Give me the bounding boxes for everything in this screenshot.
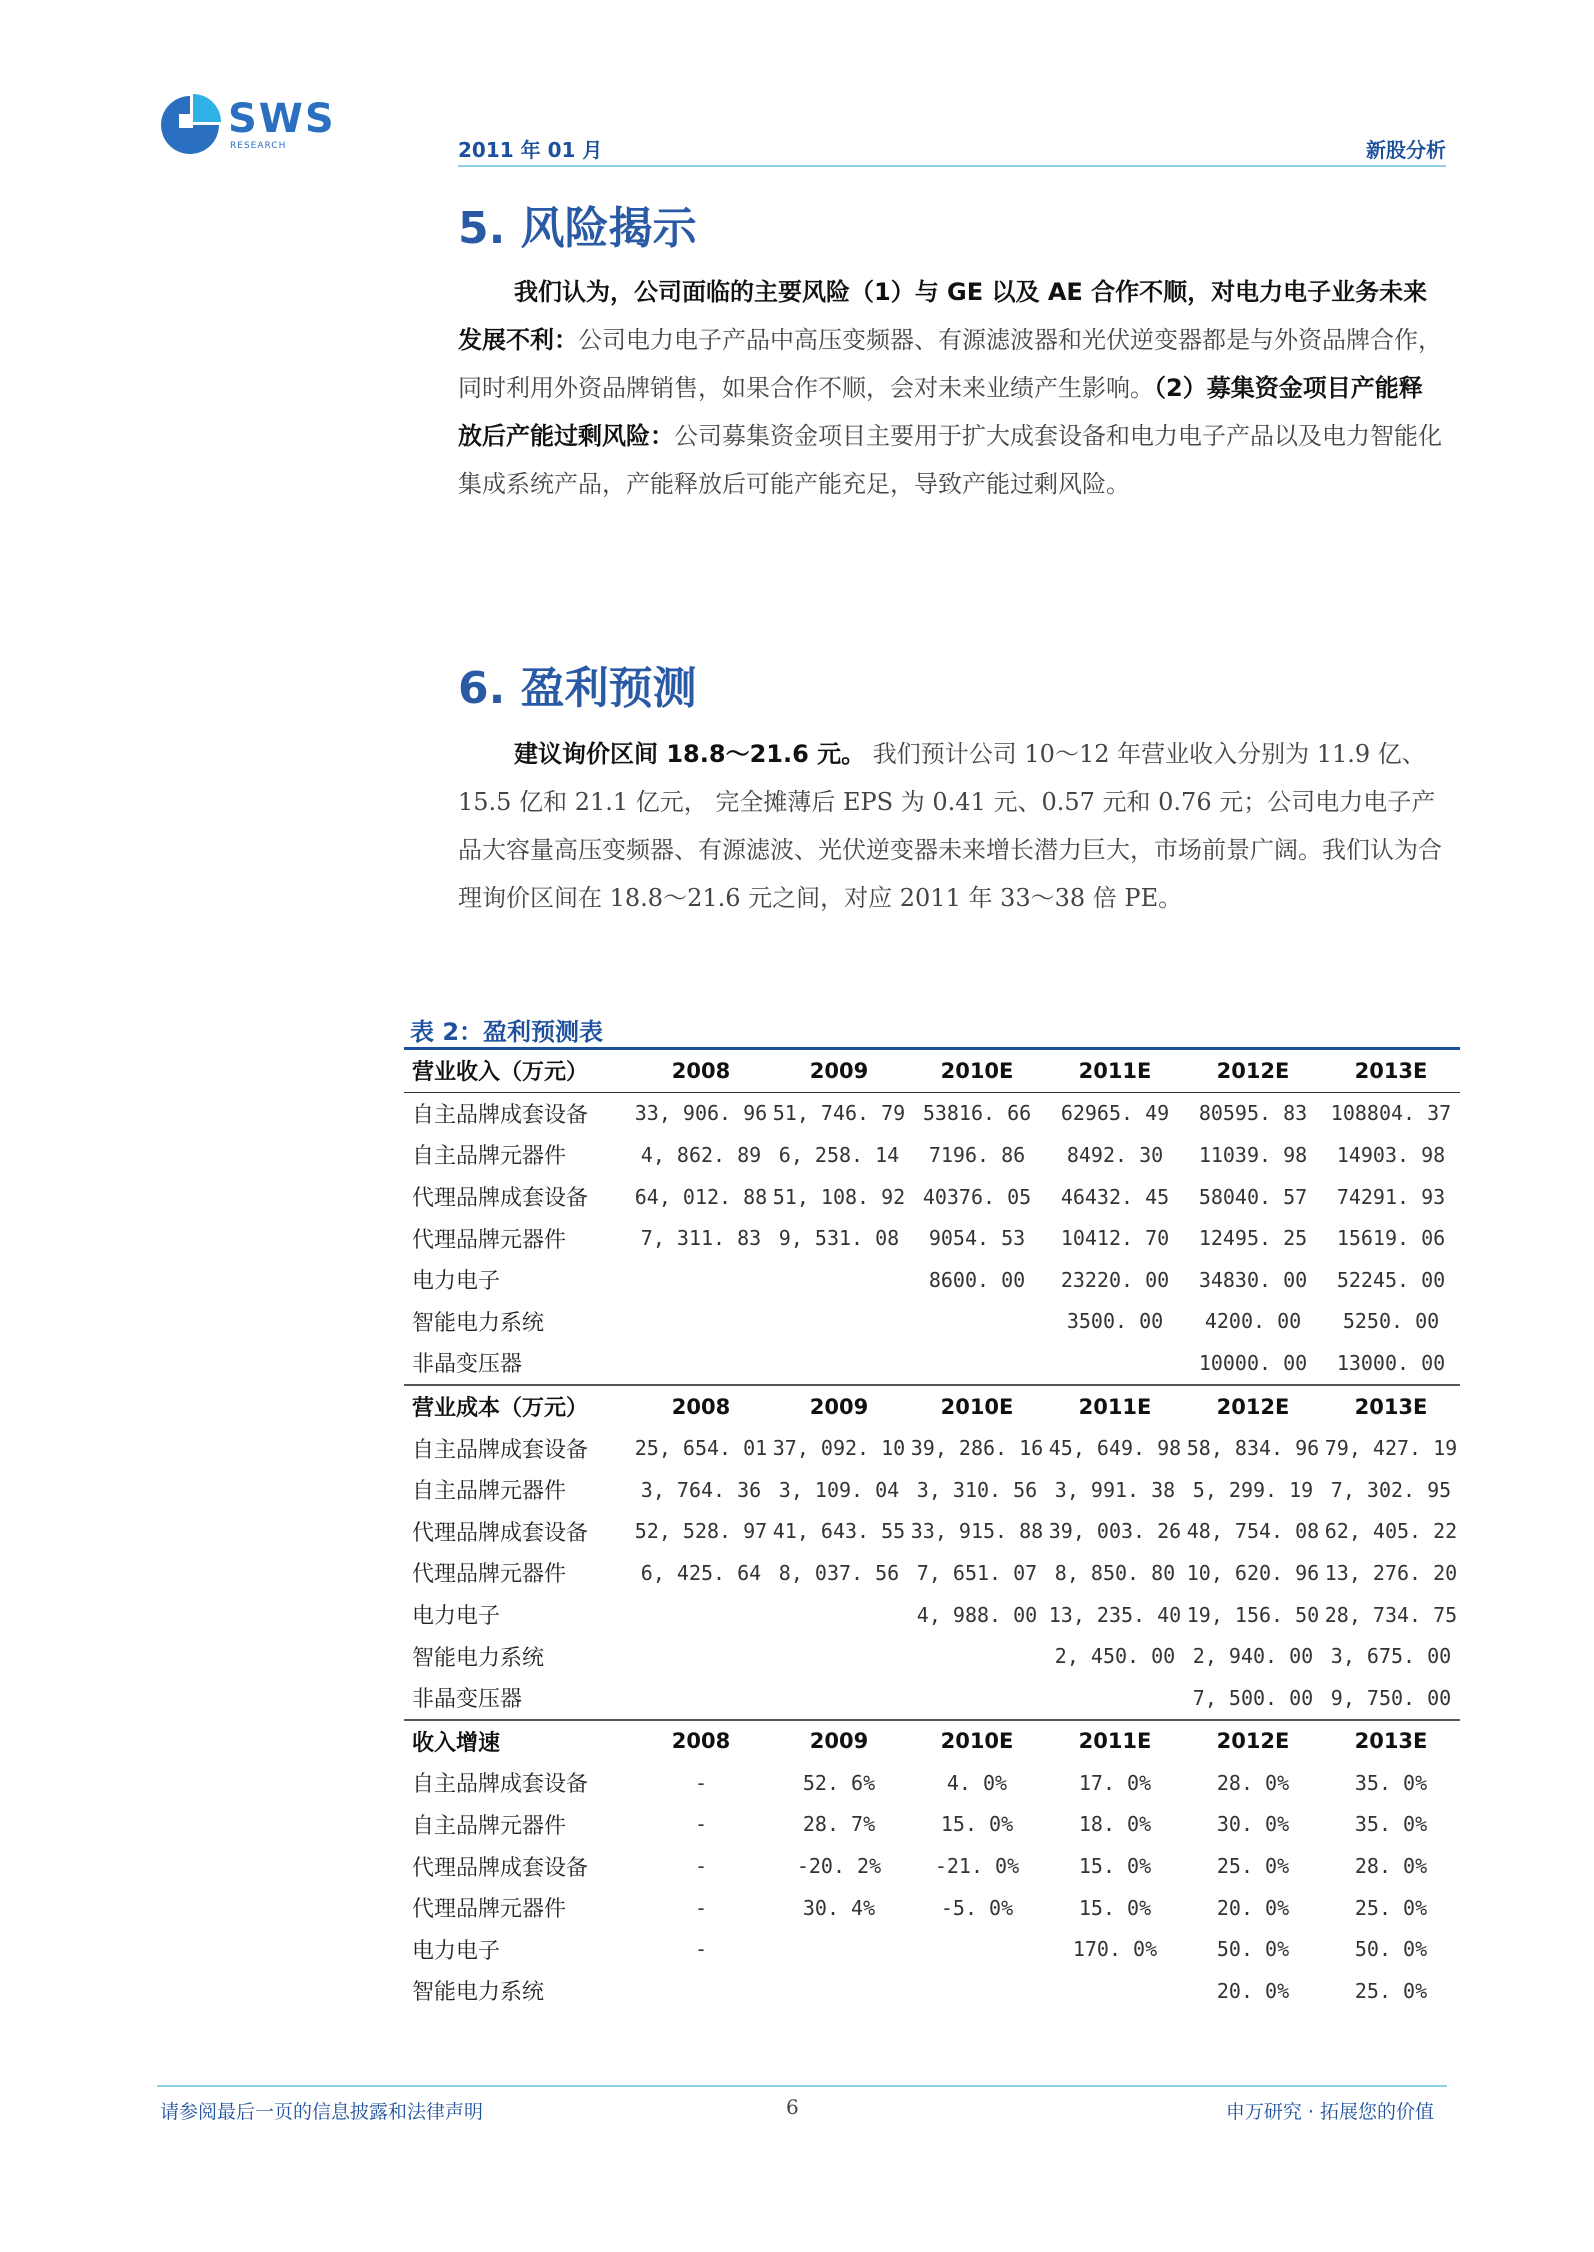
table-cell: -5. 0%	[940, 1895, 1014, 1920]
table-cell: 50. 0%	[1354, 1937, 1428, 1962]
section-header-label: 营业收入（万元）	[404, 1050, 632, 1092]
table-cell: 28. 0%	[1354, 1854, 1428, 1879]
table-cell: -20. 2%	[796, 1854, 882, 1879]
table-title: 表 2：盈利预测表	[410, 1018, 604, 1046]
table-cell: 5250. 00	[1342, 1309, 1440, 1334]
table-cell: -	[694, 1937, 708, 1962]
table-section-header	[404, 1050, 1460, 1092]
table-cell: 4200. 00	[1204, 1309, 1302, 1334]
table-cell: 3, 991. 38	[1054, 1477, 1176, 1502]
table-cell: 4. 0%	[946, 1770, 1008, 1795]
table-cell	[632, 1970, 770, 2012]
table-cell: 10000. 00	[1198, 1350, 1308, 1375]
row-label: 自主品牌成套设备	[412, 1102, 589, 1128]
table-cell: -	[694, 1812, 708, 1837]
table-row	[404, 1092, 1460, 1134]
table-cell: 8, 037. 56	[778, 1560, 900, 1585]
table-cell: 80595. 83	[1198, 1101, 1308, 1126]
table-cell: 4, 862. 89	[640, 1142, 762, 1167]
table-cell: 7, 302. 95	[1330, 1477, 1452, 1502]
table-cell: 46432. 45	[1060, 1184, 1170, 1209]
table-cell	[632, 1301, 770, 1343]
table-cell: 45, 649. 98	[1048, 1436, 1182, 1461]
table-row	[404, 1635, 1460, 1677]
table-cell: 51, 108. 92	[772, 1184, 906, 1209]
table-cell: 3, 109. 04	[778, 1477, 900, 1502]
year-header: 2008	[632, 1385, 770, 1428]
row-label: 非晶变压器	[412, 1352, 523, 1378]
table-cell: 79, 427. 19	[1324, 1436, 1458, 1461]
table-row	[404, 1427, 1460, 1469]
table-cell	[908, 1301, 1046, 1343]
forecast-table	[404, 1050, 1460, 2012]
table-cell	[770, 1677, 908, 1720]
table-cell: 62965. 49	[1060, 1101, 1170, 1126]
row-label: 代理品牌元器件	[412, 1897, 567, 1923]
table-cell: 35. 0%	[1354, 1770, 1428, 1795]
section5-text-2: 公司募集资金项目主要用于扩大成套设备和电力电子产品以及电力智能化集成系统产品，产能释放后可能产能充足，导致产能过剩风险。	[458, 422, 1442, 498]
year-header: 2008	[632, 1720, 770, 1763]
table-cell: 39, 003. 26	[1048, 1519, 1182, 1544]
table-cell: 12495. 25	[1198, 1226, 1308, 1251]
table-cell: 39, 286. 16	[910, 1436, 1044, 1461]
table-cell: 8600. 00	[928, 1267, 1026, 1292]
table-cell: 28. 0%	[1216, 1770, 1290, 1795]
table-cell	[1046, 1970, 1184, 2012]
year-header: 2012E	[1184, 1385, 1322, 1428]
row-label: 自主品牌成套设备	[412, 1772, 589, 1798]
table-cell: 15619. 06	[1336, 1226, 1446, 1251]
table-cell	[908, 1970, 1046, 2012]
table-cell	[908, 1928, 1046, 1970]
year-header: 2010E	[908, 1720, 1046, 1763]
row-label: 智能电力系统	[412, 1980, 545, 2006]
row-label: 代理品牌元器件	[412, 1562, 567, 1588]
table-cell	[770, 1635, 908, 1677]
table-cell	[770, 1301, 908, 1343]
table-cell: 51, 746. 79	[772, 1101, 906, 1126]
section5-bold-2: （2）募集资金项目产能释放后产能过剩风险：	[458, 374, 1423, 450]
table-cell: 52245. 00	[1336, 1267, 1446, 1292]
year-header: 2009	[770, 1385, 908, 1428]
table-cell: 7, 651. 07	[916, 1560, 1038, 1585]
sws-logo	[157, 92, 336, 156]
table-cell: 10412. 70	[1060, 1226, 1170, 1251]
sws-logo-icon	[157, 92, 223, 158]
row-label: 电力电子	[412, 1938, 501, 1964]
table-cell: 40376. 05	[922, 1184, 1032, 1209]
year-header: 2010E	[908, 1385, 1046, 1428]
table-cell	[770, 1928, 908, 1970]
row-label: 自主品牌元器件	[412, 1144, 567, 1170]
table-cell: 74291. 93	[1336, 1184, 1446, 1209]
table-cell: 9, 531. 08	[778, 1226, 900, 1251]
table-cell: 2, 940. 00	[1192, 1644, 1314, 1669]
table-cell	[908, 1342, 1046, 1385]
table-row	[404, 1301, 1460, 1343]
table-cell: 28, 734. 75	[1324, 1602, 1458, 1627]
section-header-label: 营业成本（万元）	[404, 1385, 632, 1428]
section-header-label: 收入增速	[404, 1720, 632, 1763]
logo-wordmark: SWS	[228, 96, 336, 142]
table-cell: 28. 7%	[802, 1812, 876, 1837]
table-cell: 5, 299. 19	[1192, 1477, 1314, 1502]
table-cell: 13, 276. 20	[1324, 1560, 1458, 1585]
table-cell	[632, 1594, 770, 1636]
table-cell	[1046, 1342, 1184, 1385]
table-row	[404, 1804, 1460, 1846]
table-row	[404, 1762, 1460, 1804]
table-row	[404, 1134, 1460, 1176]
row-label: 智能电力系统	[412, 1310, 545, 1336]
table-cell: 30. 4%	[802, 1895, 876, 1920]
table-cell	[632, 1342, 770, 1385]
table-row	[404, 1677, 1460, 1720]
table-cell: 19, 156. 50	[1186, 1602, 1320, 1627]
table-cell: 170. 0%	[1072, 1937, 1158, 1962]
table-cell: 7196. 86	[928, 1142, 1026, 1167]
table-cell: 50. 0%	[1216, 1937, 1290, 1962]
table-cell: 15. 0%	[940, 1812, 1014, 1837]
row-label: 代理品牌成套设备	[412, 1520, 589, 1546]
table-cell: 25, 654. 01	[634, 1436, 768, 1461]
table-cell: 3500. 00	[1066, 1309, 1164, 1334]
table-cell: 15. 0%	[1078, 1854, 1152, 1879]
header-report-type: 新股分析	[1366, 138, 1446, 162]
table-cell	[632, 1259, 770, 1301]
table-cell: 33, 906. 96	[634, 1101, 768, 1126]
row-label: 代理品牌成套设备	[412, 1186, 589, 1212]
table-cell: 52, 528. 97	[634, 1519, 768, 1544]
table-cell	[770, 1594, 908, 1636]
table-cell: 20. 0%	[1216, 1895, 1290, 1920]
table-cell: 11039. 98	[1198, 1142, 1308, 1167]
table-cell: -	[694, 1770, 708, 1795]
header-date: 2011 年 01 月	[458, 138, 603, 162]
table-cell	[908, 1677, 1046, 1720]
table-row	[404, 1887, 1460, 1929]
row-label: 代理品牌成套设备	[412, 1855, 589, 1881]
table-cell: 53816. 66	[922, 1101, 1032, 1126]
year-header: 2009	[770, 1720, 908, 1763]
table-section-header	[404, 1720, 1460, 1763]
table-cell: 41, 643. 55	[772, 1519, 906, 1544]
table-cell	[632, 1677, 770, 1720]
table-cell: 52. 6%	[802, 1770, 876, 1795]
page-number: 6	[786, 2095, 799, 2119]
table-cell: 37, 092. 10	[772, 1436, 906, 1461]
year-header: 2013E	[1322, 1385, 1460, 1428]
row-label: 自主品牌元器件	[412, 1813, 567, 1839]
table-cell: 108804. 37	[1330, 1101, 1452, 1126]
table-cell: 35. 0%	[1354, 1812, 1428, 1837]
year-header: 2013E	[1322, 1720, 1460, 1763]
table-cell: 7, 311. 83	[640, 1226, 762, 1251]
table-cell: 58, 834. 96	[1186, 1436, 1320, 1461]
table-cell: 30. 0%	[1216, 1812, 1290, 1837]
table-cell: 3, 675. 00	[1330, 1644, 1452, 1669]
table-row	[404, 1259, 1460, 1301]
table-cell	[908, 1635, 1046, 1677]
row-label: 智能电力系统	[412, 1645, 545, 1671]
table-cell: 6, 425. 64	[640, 1560, 762, 1585]
table-row	[404, 1176, 1460, 1218]
table-cell: 10, 620. 96	[1186, 1560, 1320, 1585]
section5-text-1: 公司电力电子产品中高压变频器、有源滤波器和光伏逆变器都是与外资品牌合作，同时利用外资品牌销售，如果合作不顺，会对未来业绩产生影响。	[458, 326, 1442, 402]
footer-slogan: 申万研究 · 拓展您的价值	[1225, 2101, 1434, 2123]
table-row	[404, 1845, 1460, 1887]
year-header: 2008	[632, 1050, 770, 1092]
table-cell: 3, 310. 56	[916, 1477, 1038, 1502]
table-cell: 48, 754. 08	[1186, 1519, 1320, 1544]
table-cell: 25. 0%	[1354, 1978, 1428, 2003]
row-label: 代理品牌元器件	[412, 1227, 567, 1253]
table-cell: 3, 764. 36	[640, 1477, 762, 1502]
table-cell: 64, 012. 88	[634, 1184, 768, 1209]
table-row	[404, 1511, 1460, 1553]
table-row	[404, 1928, 1460, 1970]
table-cell: 34830. 00	[1198, 1267, 1308, 1292]
table-cell: 8, 850. 80	[1054, 1560, 1176, 1585]
table-row	[404, 1342, 1460, 1385]
table-cell: 13, 235. 40	[1048, 1602, 1182, 1627]
table-cell	[770, 1970, 908, 2012]
year-header: 2010E	[908, 1050, 1046, 1092]
section6-paragraph	[458, 730, 1446, 922]
table-cell: 9, 750. 00	[1330, 1685, 1452, 1710]
section5-paragraph	[458, 268, 1446, 508]
section6-text: 我们预计公司 10～12 年营业收入分别为 11.9 亿、15.5 亿和 21.1 亿元， 完全摊薄后 EPS 为 0.41 元、0.57 元和 0.76 元；公司电力电子产品大容量高压变频器、有源滤波、光伏逆变器未来增长潜力巨大，市场前景广阔。我们认为合理询价区间在 18.8～21.6 元之间，对应 2011 年 33～38 倍 PE。	[458, 740, 1442, 912]
section6-title: 6. 盈利预测	[458, 663, 697, 714]
table-cell: 58040. 57	[1198, 1184, 1308, 1209]
table-cell: 15. 0%	[1078, 1895, 1152, 1920]
year-header: 2011E	[1046, 1385, 1184, 1428]
year-header: 2011E	[1046, 1050, 1184, 1092]
table-cell: -	[694, 1854, 708, 1879]
table-row	[404, 1594, 1460, 1636]
table-cell	[770, 1342, 908, 1385]
year-header: 2011E	[1046, 1720, 1184, 1763]
table-cell: 8492. 30	[1066, 1142, 1164, 1167]
table-cell: 62, 405. 22	[1324, 1519, 1458, 1544]
section5-bold-1: 我们认为，公司面临的主要风险（1）与 GE 以及 AE 合作不顺，对电力电子业务未来发展不利：	[458, 278, 1428, 354]
table-cell	[632, 1635, 770, 1677]
section6-bold: 建议询价区间 18.8～21.6 元。	[514, 740, 866, 768]
table-section-header	[404, 1385, 1460, 1428]
table-cell: 4, 988. 00	[916, 1602, 1038, 1627]
table-cell: 25. 0%	[1354, 1895, 1428, 1920]
table-cell: 25. 0%	[1216, 1854, 1290, 1879]
table-cell: 33, 915. 88	[910, 1519, 1044, 1544]
table-cell: 13000. 00	[1336, 1350, 1446, 1375]
table-cell: 9054. 53	[928, 1226, 1026, 1251]
year-header: 2012E	[1184, 1720, 1322, 1763]
table-cell: -	[694, 1895, 708, 1920]
row-label: 自主品牌元器件	[412, 1479, 567, 1505]
row-label: 电力电子	[412, 1604, 501, 1630]
table-cell	[770, 1259, 908, 1301]
table-row	[404, 1469, 1460, 1511]
footer-rule	[157, 2085, 1447, 2087]
footer-disclaimer: 请参阅最后一页的信息披露和法律声明	[160, 2101, 484, 2123]
table-cell	[1046, 1677, 1184, 1720]
row-label: 电力电子	[412, 1269, 501, 1295]
table-cell: 18. 0%	[1078, 1812, 1152, 1837]
logo-subtext: RESEARCH	[230, 141, 287, 151]
table-cell: 14903. 98	[1336, 1142, 1446, 1167]
table-cell: 6, 258. 14	[778, 1142, 900, 1167]
year-header: 2012E	[1184, 1050, 1322, 1092]
table-cell: 2, 450. 00	[1054, 1644, 1176, 1669]
row-label: 非晶变压器	[412, 1687, 523, 1713]
table-cell: 17. 0%	[1078, 1770, 1152, 1795]
table-row	[404, 1217, 1460, 1259]
table-cell: 20. 0%	[1216, 1978, 1290, 2003]
table-cell: 23220. 00	[1060, 1267, 1170, 1292]
year-header: 2009	[770, 1050, 908, 1092]
section5-title: 5. 风险揭示	[458, 203, 697, 254]
header-rule	[458, 165, 1446, 167]
table-cell: -21. 0%	[934, 1854, 1020, 1879]
row-label: 自主品牌成套设备	[412, 1437, 589, 1463]
table-row	[404, 1552, 1460, 1594]
table-cell: 7, 500. 00	[1192, 1685, 1314, 1710]
year-header: 2013E	[1322, 1050, 1460, 1092]
table-row	[404, 1970, 1460, 2012]
